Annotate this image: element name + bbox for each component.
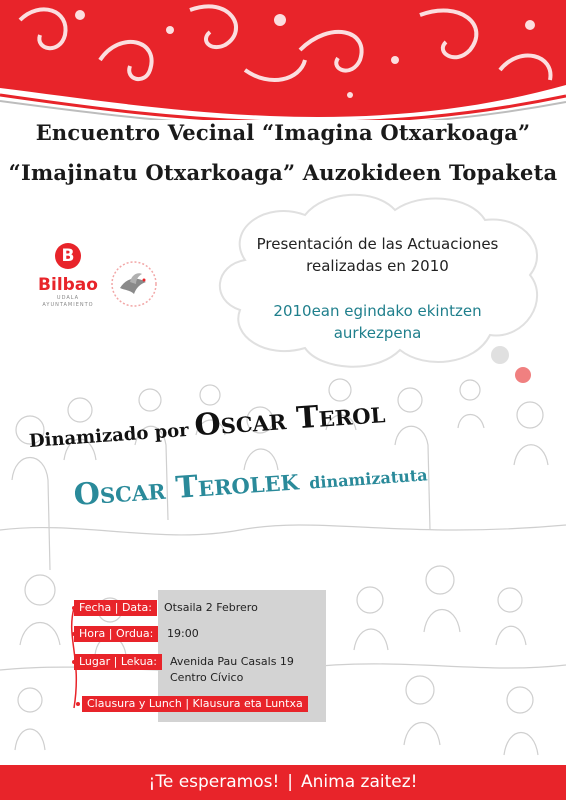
bilbao-sub-line2: AYUNTAMIENTO [42,302,94,308]
footer-banner [0,765,566,800]
facilitator-eu-name: Oscar Terolek [72,461,311,513]
bilbao-logo-word: Bilbao [38,275,98,295]
top-decorative-banner [0,0,566,120]
footer-separator: | [287,772,294,792]
location-venue: Centro Cívico [170,671,244,684]
date-label: Fecha | Data: [74,600,157,616]
facilitator-es-name: Oscar Terol [193,395,387,444]
bilbao-logo [38,243,98,309]
dove-icon [106,258,162,314]
closing-lunch-label: Clausura y Lunch | Klausura eta Luntxa [82,696,308,712]
time-value: 19:00 [167,627,199,640]
bilbao-logo-mark: B [55,243,81,269]
presentation-text-spanish [220,233,535,277]
bilbao-sub-line1: UDALA [56,295,80,301]
thought-cloud [205,190,550,390]
presentation-eu-line1: 2010ean egindako ekintzen [273,302,482,320]
event-title-basque: “Imajinatu Otxarkoaga” Auzokideen Topaketa [8,160,558,185]
date-value: Otsaila 2 Febrero [164,601,258,614]
bilbao-logo-subtitle [38,295,98,309]
facilitator-es-prefix: Dinamizado por [28,419,196,453]
time-label: Hora | Orduа: [74,626,158,642]
presentation-eu-line2: aurkezpena [333,324,422,342]
location-label: Lugar | Lekua: [74,654,162,670]
event-title-spanish: Encuentro Vecinal “Imagina Otxarkoaga” [35,120,531,145]
footer-spanish: ¡Te esperamos! [148,772,280,792]
presentation-es-line2: realizadas en 2010 [306,257,449,275]
presentation-text-basque [220,300,535,344]
facilitator-eu-suffix: dinamizatuta [308,465,429,493]
footer-basque: Anima zaitez! [301,772,418,792]
location-address: Avenida Pau Casals 19 [170,655,294,668]
presentation-es-line1: Presentación de las Actuaciones [256,235,499,253]
